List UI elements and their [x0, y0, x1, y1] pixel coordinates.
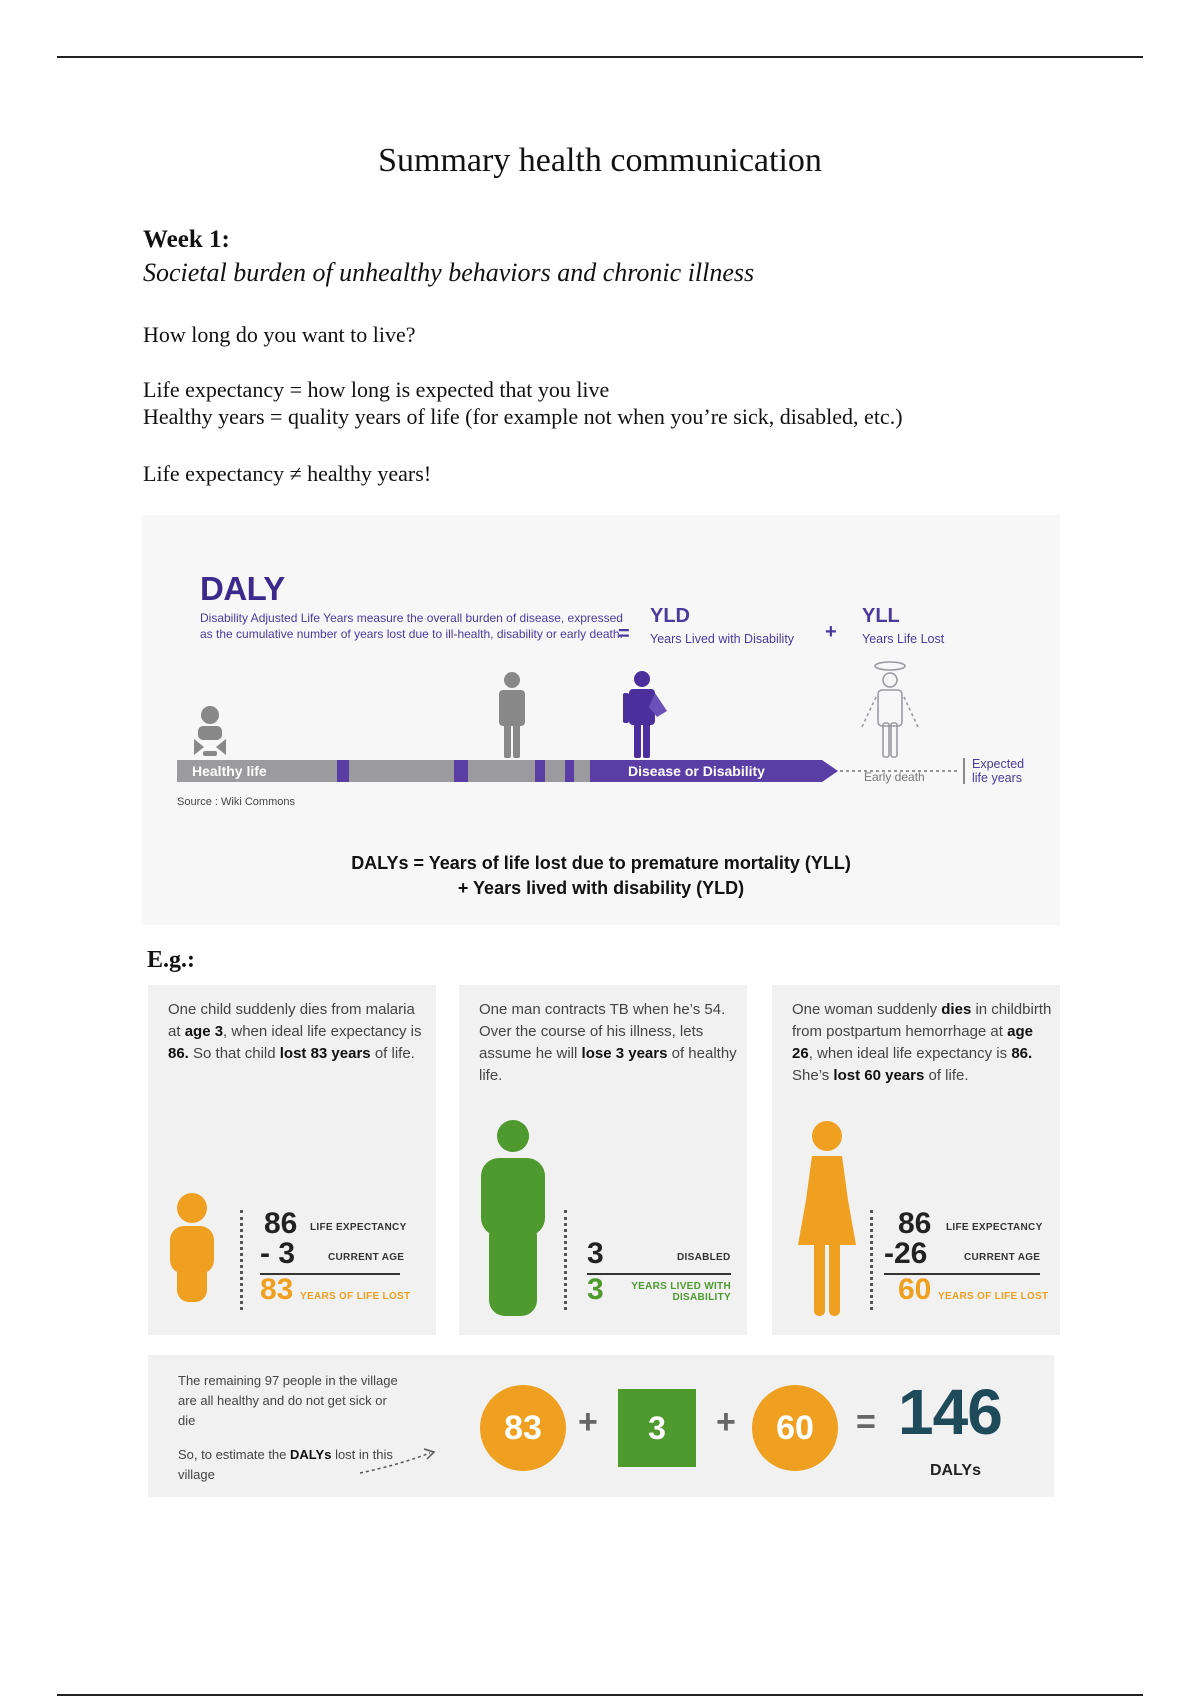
- daly-total-summary: [148, 1355, 1054, 1497]
- equals-sign: =: [618, 623, 630, 645]
- example-heading: E.g.:: [147, 947, 195, 973]
- yld-subtitle: Years Lived with Disability: [650, 632, 795, 646]
- daly-description: Disability Adjusted Life Years measure the overall burden of disease, expressed as the cumulative number of years lost due to ill-health, disability or early death.: [200, 611, 623, 641]
- source-credit: Source : Wiki Commons: [177, 796, 295, 808]
- current-age-value: -26: [884, 1237, 928, 1270]
- angel-icon: [862, 662, 918, 757]
- question-text: How long do you want to live?: [143, 322, 416, 347]
- week-heading: Week 1:: [143, 226, 230, 253]
- healthy-person-icon: [499, 672, 525, 758]
- baby-icon: [194, 706, 226, 756]
- disability-segment: [590, 760, 604, 782]
- sum-underline: [587, 1273, 731, 1275]
- man-description: One man contracts TB when he’s 54. Over the course of his illness, lets assume he will lose 3 years of healthy life.: [479, 1001, 737, 1084]
- plus-sign: +: [578, 1403, 598, 1441]
- life-expectancy-value: 86: [264, 1207, 298, 1240]
- disability-segment: [535, 760, 545, 782]
- yll-heading: YLL: [862, 605, 900, 627]
- woman-description: One woman suddenly dies in childbirth from postpartum hemorrhage at age 26, when ideal life expectancy is 86. She’s lost 60 years of life.: [792, 1001, 1052, 1084]
- life-expectancy-label: LIFE EXPECTANCY: [946, 1222, 1043, 1233]
- yld-heading: YLD: [650, 605, 690, 627]
- top-rule: [57, 56, 1143, 58]
- dotted-arrow-icon: [358, 1447, 438, 1477]
- daly-title: DALY: [200, 570, 285, 607]
- formula-line-2: + Years lived with disability (YLD): [457, 878, 745, 898]
- remaining-people-text: The remaining 97 people in the village are all healthy and do not get sick or die: [178, 1373, 398, 1428]
- years-lost-value: 60: [898, 1273, 932, 1306]
- inequality-statement: Life expectancy ≠ healthy years!: [143, 461, 432, 486]
- disabled-person-icon: [623, 671, 667, 758]
- yll-subtitle: Years Life Lost: [862, 632, 945, 646]
- daly-infographic: [142, 515, 1060, 925]
- disability-segment: [337, 760, 349, 782]
- life-expectancy-definition: Life expectancy = how long is expected that you live: [143, 377, 610, 402]
- bottom-rule: [57, 1694, 1143, 1696]
- total-dalys-label: DALYs: [930, 1462, 981, 1479]
- page-title: Summary health communication: [378, 142, 822, 179]
- disability-segment: [565, 760, 574, 782]
- formula-line-1: DALYs = Years of life lost due to premature mortality (YLL): [351, 853, 851, 873]
- yll-woman-circle: 60: [752, 1385, 838, 1471]
- equals-sign: =: [856, 1403, 876, 1441]
- example-card-man: [459, 985, 747, 1335]
- example-card-child: [148, 985, 436, 1335]
- yll-child-circle: 83: [480, 1385, 566, 1471]
- child-figure-icon: [162, 1190, 222, 1310]
- years-lost-value: 83: [260, 1273, 294, 1306]
- disabled-label: DISABLED: [677, 1252, 731, 1263]
- current-age-label: CURRENT AGE: [328, 1252, 405, 1263]
- woman-figure-icon: [794, 1120, 860, 1320]
- current-age-label: CURRENT AGE: [964, 1252, 1041, 1263]
- life-expectancy-label: LIFE EXPECTANCY: [310, 1222, 407, 1233]
- years-lived-disability-value: 3: [587, 1273, 604, 1306]
- disease-label: Disease or Disability: [628, 763, 765, 779]
- current-age-value: - 3: [260, 1237, 296, 1270]
- healthy-years-definition: Healthy years = quality years of life (for example not when you’re sick, disabled, etc.): [143, 404, 903, 429]
- example-card-woman: [772, 985, 1060, 1335]
- dotted-divider: [870, 1210, 873, 1310]
- healthy-life-label: Healthy life: [192, 763, 267, 779]
- years-lost-label: YEARS OF LIFE LOST: [300, 1291, 411, 1302]
- early-death-label: Early death: [864, 770, 925, 784]
- yld-man-square: 3: [618, 1389, 696, 1467]
- disabled-value: 3: [587, 1237, 604, 1270]
- years-lived-disability-label: YEARS LIVED WITH DISABILITY: [631, 1281, 731, 1303]
- life-expectancy-value: 86: [898, 1207, 932, 1240]
- total-dalys-value: 146: [898, 1376, 1002, 1448]
- plus-sign: +: [825, 621, 837, 643]
- dotted-divider: [240, 1210, 243, 1310]
- plus-sign: +: [716, 1403, 736, 1441]
- dotted-divider: [564, 1210, 567, 1310]
- years-lost-label: YEARS OF LIFE LOST: [938, 1291, 1049, 1302]
- week-subtitle: Societal burden of unhealthy behaviors and chronic illness: [143, 258, 755, 287]
- man-figure-icon: [475, 1120, 551, 1320]
- expected-life-label: Expected life years: [972, 757, 1025, 785]
- disability-segment: [454, 760, 468, 782]
- child-description: One child suddenly dies from malaria at age 3, when ideal life expectancy is 86. So that child lost 83 years of life.: [168, 1001, 422, 1062]
- estimate-text: So, to estimate the DALYs lost in this village: [178, 1447, 393, 1482]
